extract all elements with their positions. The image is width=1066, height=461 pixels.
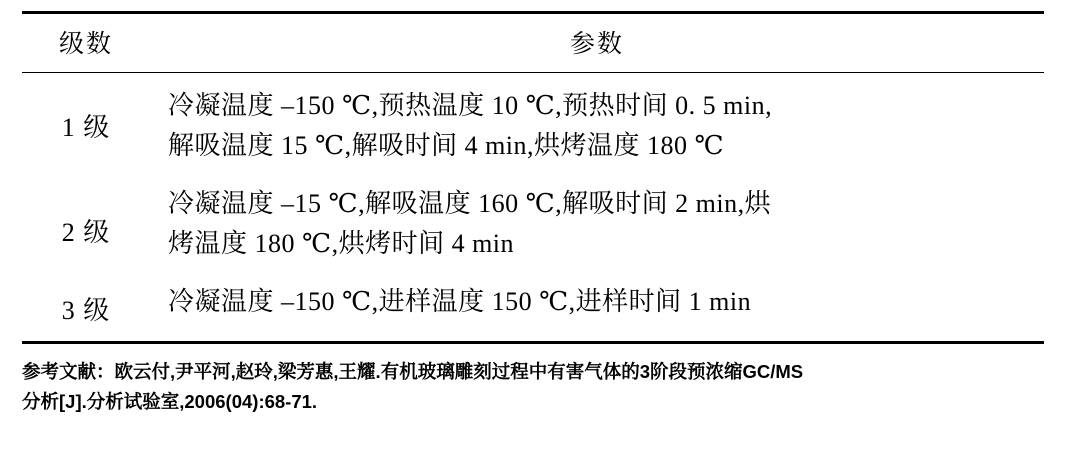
cell-level: 2 级 [61, 217, 111, 247]
table-header-row [22, 14, 1044, 73]
table-header [22, 14, 1044, 73]
table-row [22, 73, 1044, 179]
cell-level: 3 级 [61, 295, 111, 325]
table-body [22, 73, 1044, 335]
document-page [0, 11, 1066, 461]
table-row [22, 178, 1044, 276]
cell-level: 1 级 [61, 113, 111, 143]
param-line: 烤温度 180 ℃,烘烤时间 4 min [168, 228, 515, 258]
reference-line: 分析[J].分析试验室,2006(04):68-71. [22, 390, 318, 412]
column-header-parameter: 参数 [150, 14, 1044, 73]
param-line: 冷凝温度 –150 ℃,进样温度 150 ℃,进样时间 1 min [168, 287, 752, 317]
reference-line: 参考文献：欧云付,尹平河,赵玲,梁芳惠,王耀.有机玻璃雕刻过程中有害气体的3阶段预浓缩GC/MS [22, 360, 804, 382]
param-line: 解吸温度 15 ℃,解吸时间 4 min,烘烤温度 180 ℃ [168, 130, 725, 160]
cell-parameter [150, 178, 1044, 276]
param-line: 冷凝温度 –150 ℃,预热温度 10 ℃,预热时间 0. 5 min, [168, 91, 773, 120]
param-line: 冷凝温度 –15 ℃,解吸温度 160 ℃,解吸时间 2 min,烘 [168, 189, 772, 219]
table-row [22, 276, 1044, 335]
cell-parameter [150, 276, 1044, 335]
reference-block [22, 344, 1044, 417]
parameters-table [22, 14, 1044, 335]
column-header-level: 级数 [22, 14, 150, 73]
cell-parameter [150, 73, 1044, 179]
